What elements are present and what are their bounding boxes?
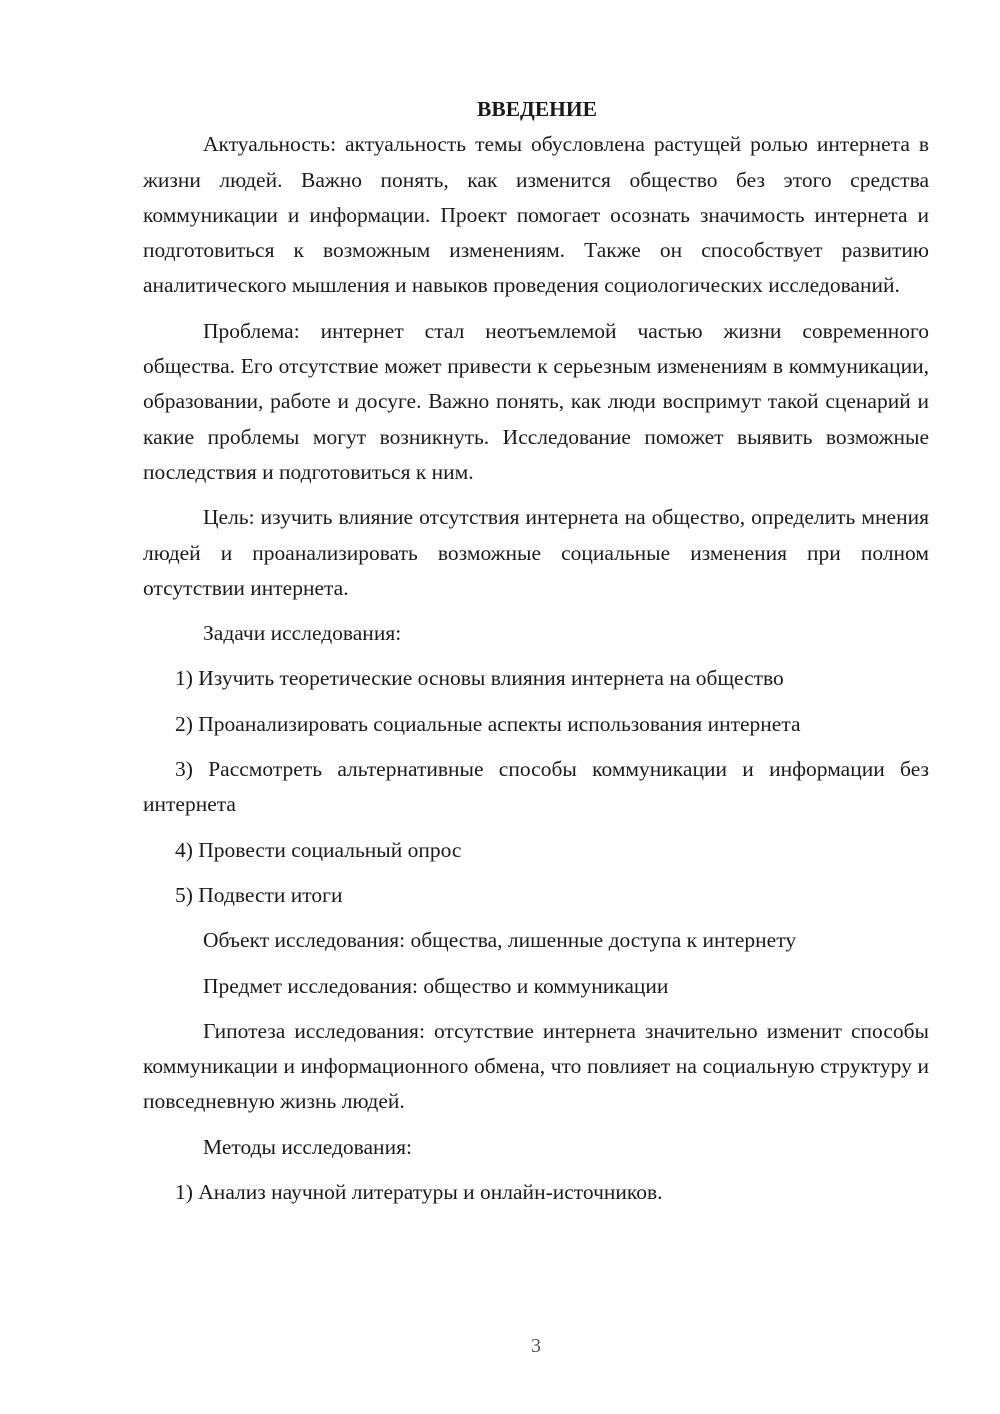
task-item: 5) Подвести итоги	[175, 882, 343, 907]
methods-heading: Методы исследования:	[203, 1134, 412, 1159]
goal-paragraph: Цель: изучить влияние отсутствия интернета на общество, определить мнения людей и проанализировать возможные социальные изменения при полном отсутствии интернета.	[143, 505, 929, 600]
method-item: 1) Анализ научной литературы и онлайн-источников.	[175, 1180, 663, 1205]
object-paragraph: Объект исследования: общества, лишенные доступа к интернету	[203, 928, 797, 953]
relevance-paragraph: Актуальность: актуальность темы обусловлена растущей ролью интернета в жизни людей. Важно понять, как изменится общество без этого средства коммуникации и информации. Проект помогает осознать значимость интернета и подготовиться к возможным изменениям. Также он способствует развитию аналитического мышления и навыков проведения социологических исследований.	[143, 132, 929, 298]
task-item: 4) Провести социальный опрос	[175, 837, 462, 862]
problem-paragraph: Проблема: интернет стал неотъемлемой частью жизни современного общества. Его отсутствие может привести к серьезным изменениям в коммуникации, образовании, работе и досуге. Важно понять, как люди воспримут такой сценарий и какие проблемы могут возникнуть. Исследование поможет выявить возможные последствия и подготовиться к ним.	[143, 318, 929, 484]
tasks-heading: Задачи исследования:	[203, 621, 402, 646]
task-item: 2) Проанализировать социальные аспекты использования интернета	[175, 711, 801, 736]
section-title: ВВЕДЕНИЕ	[477, 97, 597, 121]
hypothesis-paragraph: Гипотеза исследования: отсутствие интернета значительно изменит способы коммуникации и информационного обмена, что повлияет на социальную структуру и повседневную жизнь людей.	[143, 1018, 929, 1114]
page-body	[143, 92, 929, 1220]
subject-paragraph: Предмет исследования: общество и коммуникации	[203, 973, 669, 998]
task-item: 1) Изучить теоретические основы влияния интернета на общество	[175, 666, 784, 691]
task-item: 3) Рассмотреть альтернативные способы коммуникации и информации без интернета	[143, 757, 929, 817]
page-number: 3	[531, 1335, 541, 1357]
